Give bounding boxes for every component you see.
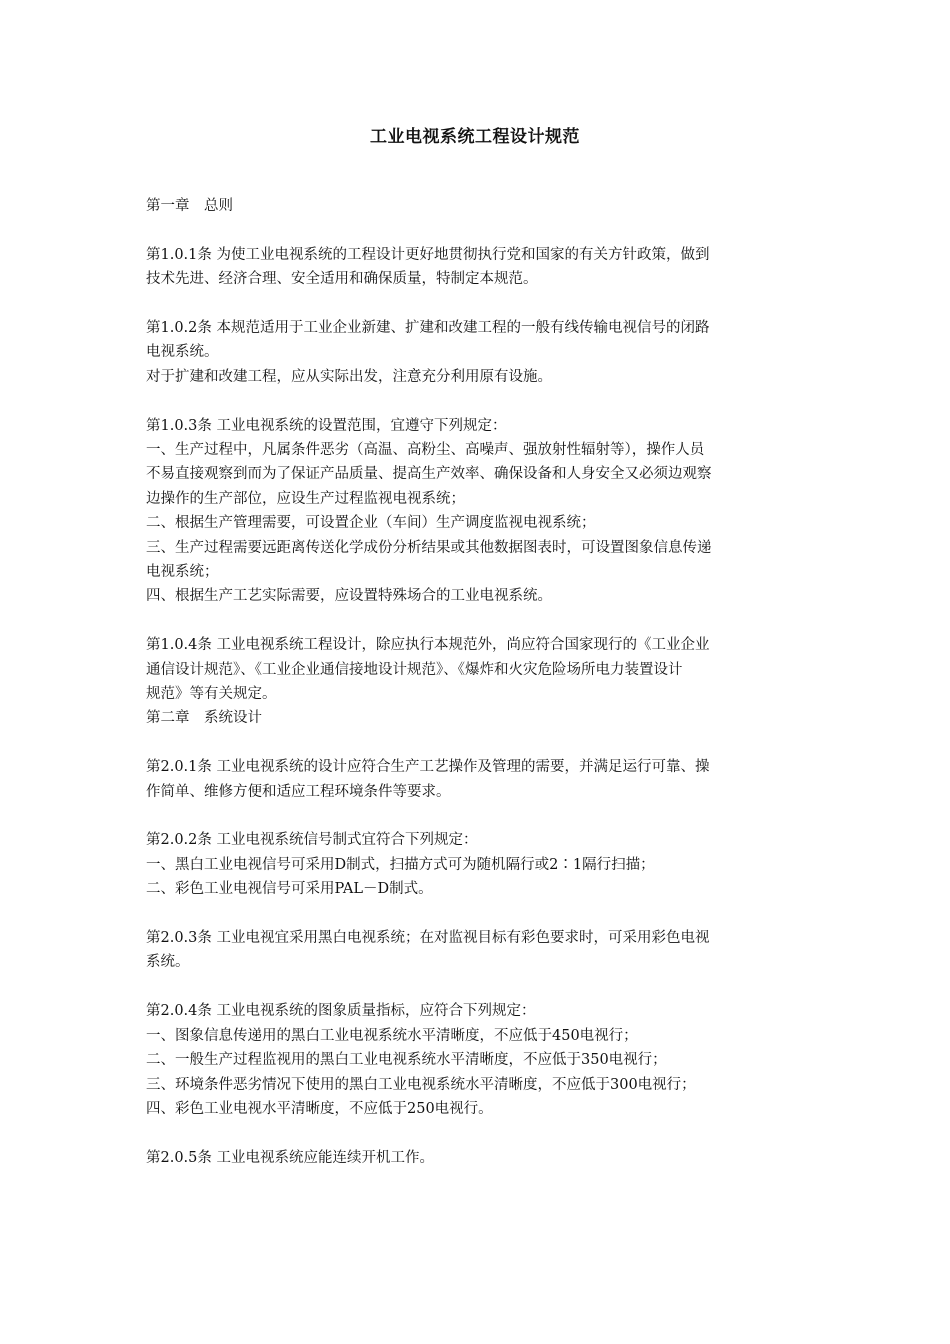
text-line: 二、彩色工业电视信号可采用PAL－D制式。	[146, 881, 433, 898]
article-2-0-5	[146, 1146, 808, 1170]
document-title: 工业电视系统工程设计规范	[370, 127, 580, 147]
article-1-0-2	[146, 316, 808, 389]
text-line: 四、根据生产工艺实际需要，应设置特殊场合的工业电视系统。	[146, 588, 552, 605]
text-line: 第2.0.1条 工业电视系统的设计应符合生产工艺操作及管理的需要，并满足运行可靠、操	[146, 759, 710, 776]
text-line: 边操作的生产部位，应设生产过程监视电视系统；	[146, 490, 465, 507]
article-2-0-4	[146, 999, 808, 1121]
text-line: 第2.0.3条 工业电视宜采用黑白电视系统；在对监视目标有彩色要求时，可采用彩色电视	[146, 930, 710, 947]
text-line: 一、生产过程中，凡属条件恶劣（高温、高粉尘、高噪声、强放射性辐射等），操作人员	[146, 442, 705, 459]
text-line: 三、生产过程需要远距离传送化学成份分析结果或其他数据图表时，可设置图象信息传递	[146, 539, 712, 556]
text-line: 三、环境条件恶劣情况下使用的黑白工业电视系统水平清晰度，不应低于300电视行；	[146, 1076, 696, 1093]
document-body	[146, 194, 808, 1170]
article-1-0-3	[146, 414, 808, 609]
text-line: 通信设计规范》、《工业企业通信接地设计规范》、《爆炸和火灾危险场所电力装置设计	[146, 661, 683, 678]
article-1-0-1	[146, 243, 808, 292]
text-line: 一、图象信息传递用的黑白工业电视系统水平清晰度，不应低于450电视行；	[146, 1027, 638, 1044]
text-line: 一、黑白工业电视信号可采用D制式，扫描方式可为随机隔行或2∶1隔行扫描；	[146, 856, 655, 873]
text-line: 二、根据生产管理需要，可设置企业（车间）生产调度监视电视系统；	[146, 515, 596, 532]
article-2-0-2	[146, 828, 808, 901]
text-line: 技术先进、经济合理、安全适用和确保质量，特制定本规范。	[146, 271, 538, 288]
text-line: 第一章 总则	[146, 198, 233, 214]
text-line: 第2.0.4条 工业电视系统的图象质量指标，应符合下列规定：	[146, 1003, 536, 1020]
text-line: 系统。	[146, 954, 190, 971]
article-1-0-4	[146, 633, 808, 731]
article-2-0-3	[146, 926, 808, 975]
chapter-2-heading: 第二章 系统设计	[146, 710, 262, 727]
text-line: 二、一般生产过程监视用的黑白工业电视系统水平清晰度，不应低于350电视行；	[146, 1052, 667, 1069]
text-line: 规范》等有关规定。	[146, 686, 277, 703]
text-line: 第2.0.2条 工业电视系统信号制式宜符合下列规定：	[146, 832, 478, 849]
text-line: 对于扩建和改建工程，应从实际出发，注意充分利用原有设施。	[146, 368, 552, 385]
text-line: 第1.0.1条 为使工业电视系统的工程设计更好地贯彻执行党和国家的有关方针政策，做到	[146, 246, 710, 263]
text-line: 第2.0.5条 工业电视系统应能连续开机工作。	[146, 1149, 435, 1166]
text-line: 第1.0.4条 工业电视系统工程设计，除应执行本规范外，尚应符合国家现行的《工业企业	[146, 637, 710, 654]
text-line: 电视系统；	[146, 564, 219, 581]
text-line: 四、彩色工业电视水平清晰度，不应低于250电视行。	[146, 1100, 493, 1117]
text-line: 第1.0.2条 本规范适用于工业企业新建、扩建和改建工程的一般有线传输电视信号的闭路	[146, 320, 710, 336]
text-line: 不易直接观察到而为了保证产品质量、提高生产效率、确保设备和人身安全又必须边观察	[146, 466, 712, 483]
text-line: 第1.0.3条 工业电视系统的设置范围，宜遵守下列规定：	[146, 417, 507, 434]
text-line: 作简单、维修方便和适应工程环境条件等要求。	[146, 783, 451, 800]
text-line: 电视系统。	[146, 344, 219, 361]
article-2-0-1	[146, 755, 808, 804]
chapter-1-heading	[146, 194, 808, 218]
